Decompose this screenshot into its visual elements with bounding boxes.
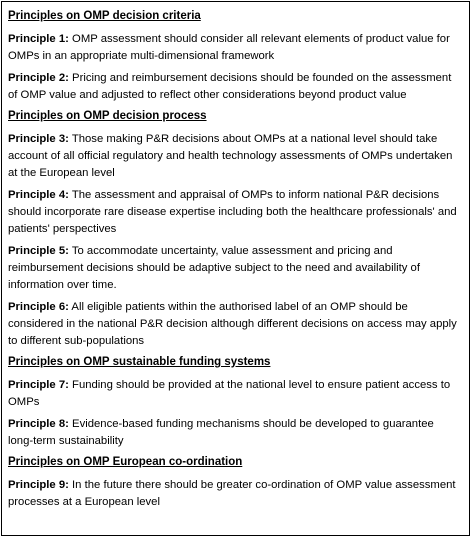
section-heading: Principles on OMP decision process bbox=[8, 110, 207, 122]
section-decision-process bbox=[8, 109, 462, 350]
principle-label: Principle 7: bbox=[8, 379, 69, 391]
section-decision-criteria bbox=[8, 9, 462, 104]
section-heading: Principles on OMP European co-ordination bbox=[8, 456, 243, 468]
principle-2 bbox=[8, 70, 462, 104]
principles-box bbox=[1, 1, 470, 536]
section-heading: Principles on OMP sustainable funding systems bbox=[8, 356, 271, 368]
principle-8 bbox=[8, 416, 462, 450]
principle-text: In the future there should be greater co-ordination of OMP value assessment processes at a European level bbox=[8, 479, 456, 508]
section-european-coordination bbox=[8, 455, 462, 511]
principle-text: OMP assessment should consider all relevant elements of product value for OMPs in an appropriate multi-dimensional framework bbox=[8, 33, 450, 62]
principle-label: Principle 2: bbox=[8, 72, 69, 84]
principle-text: Those making P&R decisions about OMPs at a national level should take account of all official regulatory and health technology assessments of OMPs undertaken at the European level bbox=[8, 133, 453, 179]
principle-5 bbox=[8, 243, 462, 294]
principle-9 bbox=[8, 477, 462, 511]
principle-text: Evidence-based funding mechanisms should be developed to guarantee long-term sustainability bbox=[8, 418, 434, 447]
principle-4 bbox=[8, 187, 462, 238]
principle-label: Principle 1: bbox=[8, 33, 69, 45]
principle-label: Principle 4: bbox=[8, 189, 69, 201]
principle-label: Principle 8: bbox=[8, 418, 69, 430]
principle-3 bbox=[8, 131, 462, 182]
principle-text: Funding should be provided at the national level to ensure patient access to OMPs bbox=[8, 379, 451, 408]
section-heading: Principles on OMP decision criteria bbox=[8, 10, 201, 22]
principle-label: Principle 5: bbox=[8, 245, 69, 257]
principle-1 bbox=[8, 31, 462, 65]
principle-text: Pricing and reimbursement decisions should be founded on the assessment of OMP value and adjusted to reflect other considerations beyond product value bbox=[8, 72, 452, 101]
principle-7 bbox=[8, 377, 462, 411]
section-funding-systems bbox=[8, 355, 462, 450]
principle-text: To accommodate uncertainty, value assessment and pricing and reimbursement decisions should be adaptive subject to the need and availability of information over time. bbox=[8, 245, 420, 291]
principle-text: The assessment and appraisal of OMPs to inform national P&R decisions should incorporate rare disease expertise including both the healthcare professionals' and patients' perspectives bbox=[8, 189, 457, 235]
principle-6 bbox=[8, 299, 462, 350]
principle-label: Principle 3: bbox=[8, 133, 69, 145]
principle-label: Principle 6: bbox=[8, 301, 69, 313]
principle-label: Principle 9: bbox=[8, 479, 69, 491]
principle-text: All eligible patients within the authorised label of an OMP should be considered in the national P&R decision although different decisions on access may apply to different sub-populations bbox=[8, 301, 457, 347]
